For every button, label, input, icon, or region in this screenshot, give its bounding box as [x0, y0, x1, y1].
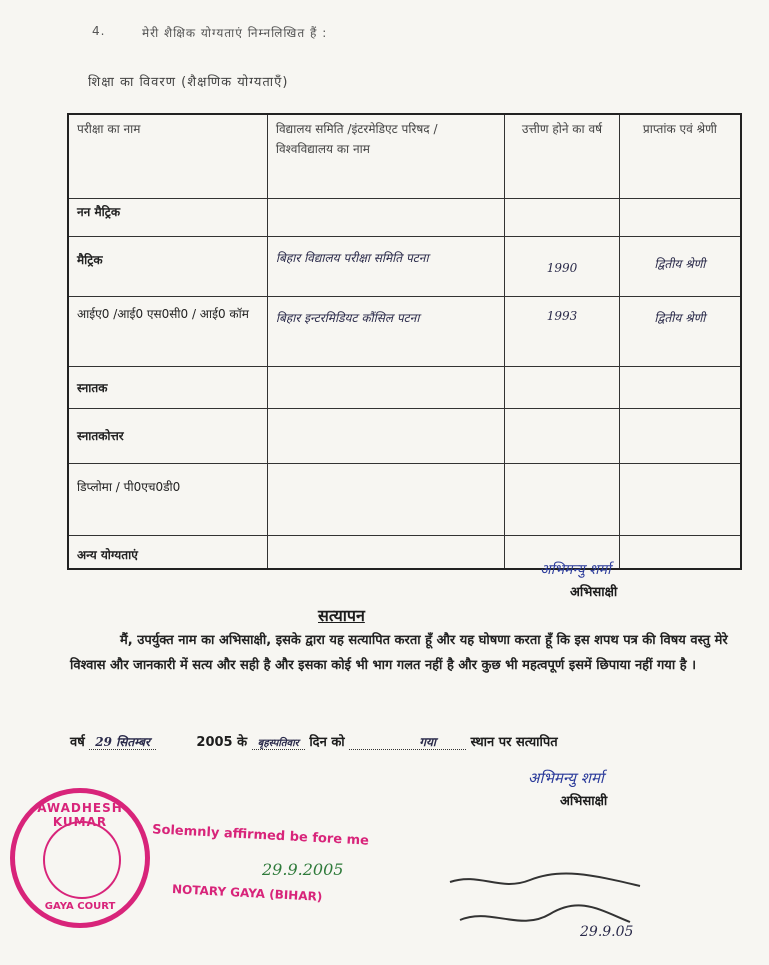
- row-exam: डिप्लोमा / पी0एच0डी0: [68, 463, 267, 535]
- year-prefix: वर्ष: [70, 735, 85, 750]
- row-board: बिहार इन्टरमिडियट कौंसिल पटना: [267, 296, 504, 366]
- row-year: [505, 463, 620, 535]
- row-board: [267, 535, 504, 569]
- col-year-header: उत्तीण होने का वर्ष: [505, 114, 620, 198]
- row-year: [505, 198, 620, 236]
- row-exam: नन मैट्रिक: [68, 198, 267, 236]
- table-row: [68, 463, 741, 535]
- signature-2: अभिमन्यु शर्मा: [528, 769, 604, 787]
- date-fill: 29 सितम्बर: [89, 735, 156, 750]
- stamp-name: AWADHESH KUMAR: [37, 801, 123, 829]
- deponent-label: अभिसाक्षी: [570, 585, 618, 600]
- affirmed-text: Solemnly affirmed be fore me: [151, 822, 370, 849]
- col-grade-header: प्राप्तांक एवं श्रेणी: [619, 114, 741, 198]
- table-row: [68, 408, 741, 463]
- stamp-city: GAYA COURT: [44, 901, 116, 912]
- verification-title: सत्यापन: [318, 606, 365, 625]
- row-year: 1990: [505, 236, 620, 296]
- signature-1: अभिमन्यु शर्मा: [540, 562, 611, 578]
- place-fill: गया: [349, 735, 466, 750]
- table-row: [68, 296, 741, 366]
- notary-stamp: [10, 788, 150, 928]
- table-row: [68, 198, 741, 236]
- notary-date: 29.9.2005: [262, 860, 344, 879]
- table-header-row: [68, 114, 741, 198]
- row-board: [267, 408, 504, 463]
- section-title: शिक्षा का विवरण (शैक्षणिक योग्यताएँ): [88, 75, 289, 90]
- verification-line: [70, 732, 558, 750]
- table-row: [68, 366, 741, 408]
- row-grade: [619, 366, 741, 408]
- notary-line: NOTARY GAYA (BIHAR): [171, 882, 323, 904]
- row-exam: स्नातक: [68, 366, 267, 408]
- row-board: [267, 198, 504, 236]
- notary-sign-date: 29.9.05: [580, 924, 634, 940]
- row-year: 1993: [505, 296, 620, 366]
- row-grade: [619, 535, 741, 569]
- table-row: [68, 236, 741, 296]
- intro-text: मेरी शैक्षिक योग्यताएं निम्नलिखित हैं :: [142, 26, 328, 40]
- row-grade: द्वितीय श्रेणी: [619, 236, 741, 296]
- row-grade: द्वितीय श्रेणी: [619, 296, 741, 366]
- col-exam-header: परीक्षा का नाम: [68, 114, 267, 198]
- row-board: बिहार विद्यालय परीक्षा समिति पटना: [267, 236, 504, 296]
- place-label: स्थान पर सत्यापित: [470, 735, 558, 750]
- row-exam: आईए0 /आई0 एस0सी0 / आई0 कॉम: [68, 296, 267, 366]
- row-year: [505, 408, 620, 463]
- verification-body: मैं, उपर्युक्त नाम का अभिसाक्षी, इसके द्वारा यह सत्यापित करता हूँ और यह घोषणा करता हूँ कि इस शपथ पत्र की विषय वस्तु मेरे विश्वास और जानकारी में सत्य और सही है और इसका कोई भी भाग गलत नहीं है और कुछ भी महत्वपूर्ण इसमें छिपाया नहीं गया है ।: [70, 633, 728, 673]
- row-grade: [619, 408, 741, 463]
- item-number: 4.: [92, 24, 106, 38]
- table-row: [68, 535, 741, 569]
- col-board-header: विद्यालय समिति /इंटरमेडिएट परिषद / विश्वविद्यालय का नाम: [267, 114, 504, 198]
- row-board: [267, 366, 504, 408]
- row-grade: [619, 463, 741, 535]
- year-text: 2005 के: [196, 735, 248, 750]
- row-board: [267, 463, 504, 535]
- row-exam: स्नातकोत्तर: [68, 408, 267, 463]
- deponent-label-2: अभिसाक्षी: [560, 794, 608, 809]
- row-exam: मैट्रिक: [68, 236, 267, 296]
- stamp-inner-ring: [43, 821, 121, 899]
- day-label: दिन को: [309, 735, 345, 750]
- notary-signature-scribble: [440, 862, 660, 942]
- row-year: [505, 366, 620, 408]
- row-grade: [619, 198, 741, 236]
- day-fill: बृहस्पतिवार: [252, 738, 305, 750]
- qualification-table: [67, 113, 742, 570]
- row-exam: अन्य योग्यताएं: [68, 535, 267, 569]
